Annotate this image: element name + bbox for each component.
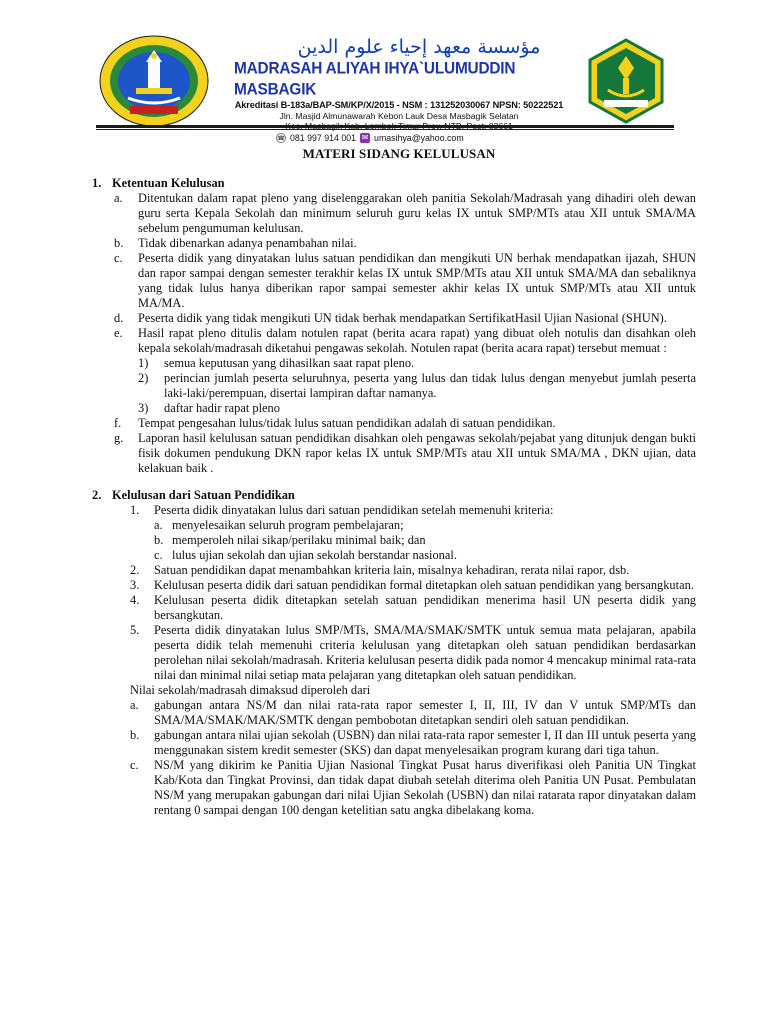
phone-number: 081 997 914 001 — [290, 132, 357, 143]
school-logo-left — [98, 34, 210, 128]
list-item: f. Tempat pengesahan lulus/tidak lulus satuan pendidikan adalah di satuan pendidikan. — [114, 416, 556, 430]
accreditation-line: Akreditasi B-183a/BAP-SM/KP/X/2015 - NSM : 131252030067 NPSN: 50222521 — [234, 100, 564, 110]
nilai-intro: Nilai sekolah/madrasah dimaksud diperoleh dari — [130, 683, 371, 697]
section-1-title: Ketentuan Kelulusan — [112, 176, 225, 190]
criteria-item: a. menyelesaikan seluruh program pembelajaran; — [154, 518, 404, 532]
nilai-item: b. gabungan antara nilai ujian sekolah (USBN) dan nilai rata-rata rapor semester I, II dan III untuk peserta yang menggunakan sistem kredit semester (SKS) dan dapat menyelesaikan program kurang dari tiga tahun. — [130, 728, 696, 757]
section-2-number: 2. — [92, 488, 102, 502]
list-item: 4. Kelulusan peserta didik ditetapkan setelah satuan pendidikan menerima hasil UN peserta didik yang bersangkutan. — [130, 593, 696, 622]
ministry-logo-right — [586, 38, 666, 124]
section-2-heading — [92, 488, 696, 503]
email-icon: ✉ — [361, 132, 369, 142]
list-item: 3. Kelulusan peserta didik dari satuan pendidikan formal ditetapkan oleh satuan pendidikan yang bersangkutan. — [130, 578, 694, 592]
list-item: b. Tidak dibenarkan adanya penambahan nilai. — [114, 236, 357, 250]
nilai-item: c. NS/M yang dikirim ke Panitia Ujian Nasional Tingkat Pusat harus diverifikasi oleh Panitia UN Tingkat Kab/Kota dan Tingkat Provinsi, dan tidak dapat diubah setelah diterima oleh Panitia UN Pusat. Pembulatan NS/M yang merupakan gabungan dari nilai Ujian Sekolah (USBN) dan nilai ratarata rapor dinyatakan dalam rentang 0 sampai dengan 100 dengan ketelitian satu angka dibelakang koma. — [130, 758, 696, 817]
list-item: 1. Peserta didik dinyatakan lulus dari satuan pendidikan setelah memenuhi kriteria: — [130, 503, 554, 517]
section-1-heading — [92, 176, 696, 191]
address-line-1: Jln. Masjid Almunawarah Kebon Lauk Desa Masbagik Selatan — [279, 110, 519, 121]
section-spacer — [92, 476, 696, 488]
notulen-item: 2) perincian jumlah peserta seluruhnya, peserta yang lulus dan tidak lulus dengan menyebut jumlah peserta laki-laki/perempuan, disertai lampiran daftar namanya. — [138, 371, 696, 400]
contact-row — [222, 132, 576, 144]
arabic-institution-name: مؤسسة معهد إحياء علوم الدين — [297, 36, 541, 58]
list-item: a. Ditentukan dalam rapat pleno yang diselenggarakan oleh panitia Sekolah/Madrasah yang dihadiri oleh dewan guru serta Kepala Sekolah dan minimum seluruh guru kelas IX untuk SMP/MTs atau XII untuk SMA/MA sebelum pengumuman kelulusan. — [114, 191, 696, 235]
list-item: 5. Peserta didik dinyatakan lulus SMP/MTs, SMA/MA/SMAK/SMTK untuk semua mata pelajaran, apabila peserta didik telah memenuhi criteria kelulusan yang ditetapkan oleh satuan pendidikan berdasarkan perolehan nilai sekolah/madrasah. Kriteria kelulusan peserta didik pada nomor 4 mencakup minimal rata-rata nilai dan minimal nilai setiap mata pelajaran yang ditetapkan oleh satuan pendidikan. — [130, 623, 696, 682]
list-item: e. Hasil rapat pleno ditulis dalam notulen rapat (berita acara rapat) yang dibuat oleh notulis dan disahkan oleh kepala sekolah/madrasah diketahui pengawas sekolah. Notulen rapat (berita acara rapat) tersebut memuat : — [114, 326, 696, 355]
notulen-item: 3) daftar hadir rapat pleno — [138, 401, 280, 415]
section-1-number: 1. — [92, 176, 102, 190]
document-title: MATERI SIDANG KELULUSAN — [302, 146, 496, 161]
letterhead-rule-thick — [96, 125, 674, 128]
list-item: g. Laporan hasil kelulusan satuan pendidikan disahkan oleh pengawas sekolah/pejabat yang ditunjuk dengan bukti fisik dokumen pendukung DKN rapor kelas IX untuk SMP/MTs atau XII untuk SMA/MA , DKN ujian, data kelakuan baik . — [114, 431, 696, 475]
letterhead — [0, 0, 768, 143]
criteria-item: b. memperoleh nilai sikap/perilaku minimal baik; dan — [154, 533, 426, 547]
letterhead-rule-thin — [96, 129, 674, 130]
list-item: d. Peserta didik yang tidak mengikuti UN tidak berhak mendapatkan SertifikatHasil Ujian Nasional (SHUN). — [114, 311, 667, 325]
notulen-item: 1) semua keputusan yang dihasilkan saat rapat pleno. — [138, 356, 415, 370]
nilai-item: a. gabungan antara NS/M dan nilai rata-rata rapor semester I, II, III, IV dan V untuk SMP/MTs dan SMA/MA/SMAK/MAK/SMTK dengan pembobotan ditetapkan sendiri oleh satuan pendidikan. — [130, 698, 696, 727]
list-item: c. Peserta didik yang dinyatakan lulus satuan pendidikan dan mengikuti UN berhak mendapatkan ijazah, SHUN dan rapor sampai dengan semester terakhir kelas IX untuk SMP/MTs atau XII untuk SMA/MA dan sebaliknya yang tidak lulus hanya diberikan rapor sampai semester akhir kelas IX untuk SMP/MTs atau XII untuk MA/MA. — [114, 251, 696, 310]
email-address: umasihya@yahoo.com — [374, 132, 464, 143]
phone-icon: ☎ — [276, 133, 286, 143]
section-2-title: Kelulusan dari Satuan Pendidikan — [112, 488, 295, 502]
document-body — [92, 176, 696, 818]
criteria-item: c. lulus ujian sekolah dan ujian sekolah berstandar nasional. — [154, 548, 457, 562]
list-item: 2. Satuan pendidikan dapat menambahkan kriteria lain, misalnya kehadiran, rerata nilai rapor, dsb. — [130, 563, 630, 577]
school-name: MADRASAH ALIYAH IHYA`ULUMUDDIN MASBAGIK — [234, 60, 516, 99]
